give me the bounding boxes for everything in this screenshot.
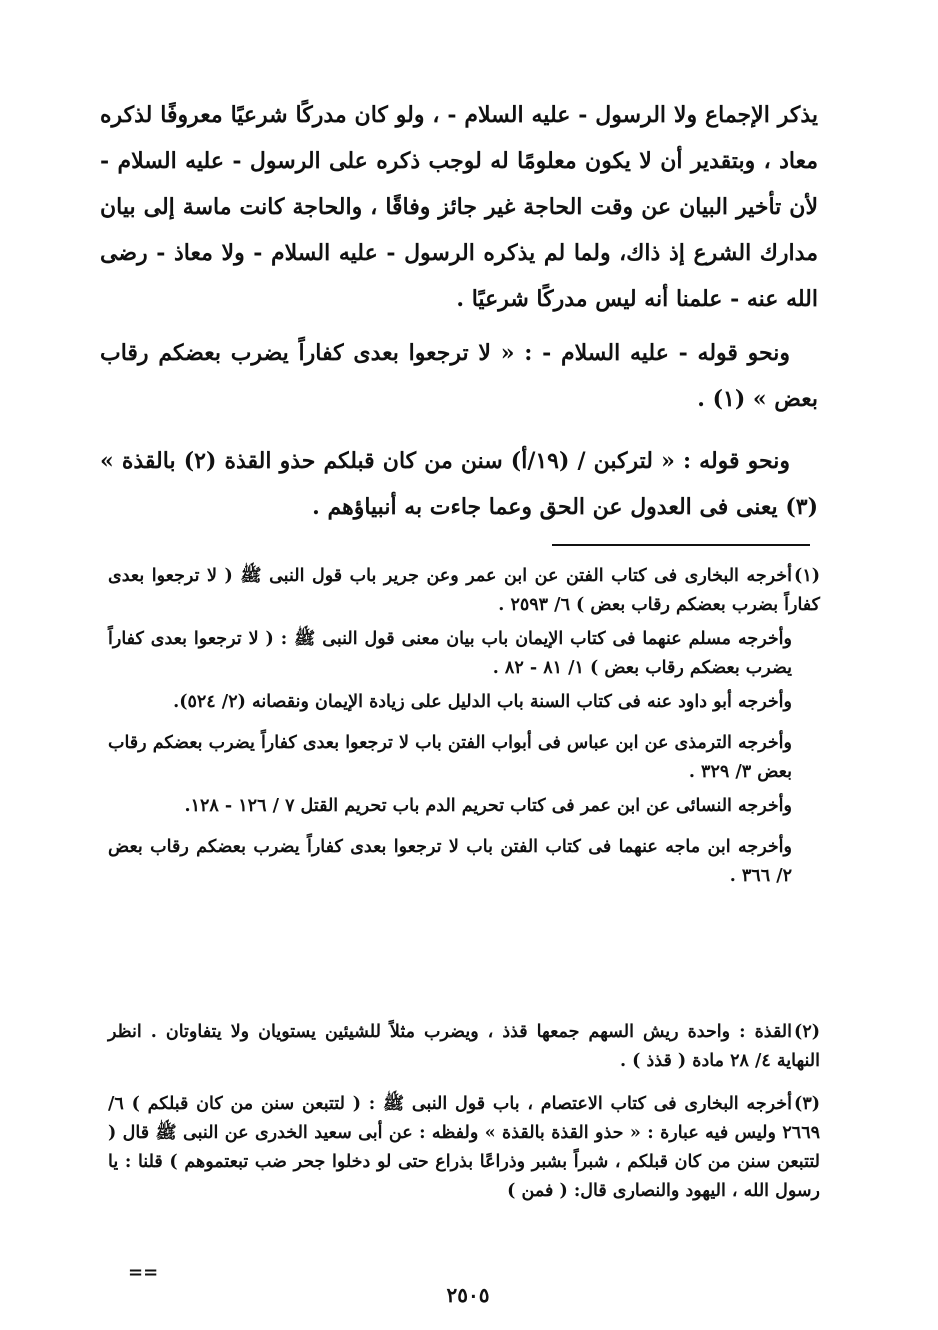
paragraph-text: يذكر الإجماع ولا الرسول - عليه السلام - ، ولو كان مدركًا شرعيًا معروفًا لذكره معاد ، وبتقدير أن لا يكون معلومًا له لوجب ذكره على الرسول - عليه السلام - لأن تأخير البيان عن وقت الحاجة غير جائز وفاقًا ، والحاجة كانت ماسة إلى بيان مدارك الشرع إذ ذاك، ولما لم يذكره الرسول - عليه السلام - ولا معاذ - رضى الله عنه - علمنا أنه ليس مدركًا شرعيًا .	[100, 102, 818, 312]
footnote-1-first	[108, 562, 820, 620]
footnote-text: أخرجه البخارى فى كتاب الفتن عن ابن عمر وعن جرير باب قول النبى ﷺ ( لا ترجعوا بعدى كفاراً بضرب بعضكم رقاب بعض ) ٦/ ٢٥٩٣ .	[108, 566, 820, 615]
footnote-1-item-4: وأخرجه الترمذى عن ابن عباس فى أبواب الفتن باب لا ترجعوا بعدى كفاراً يضرب بعضكم رقاب بعض ٣/ ٣٢٩ .	[108, 733, 792, 782]
footnote-text: أخرجه البخارى فى كتاب الاعتصام ، باب قول النبى ﷺ : ( لتتبعن سنن من كان قبلكم ) ٦/ ٢٦٦٩ وليس فيه عبارة : « حذو القذة بالقذة » ولفظه : عن أبى سعيد الخدرى عن النبى ﷺ قال ( لتتبعن سنن من كان قبلكم ، شبراً بشبر وذراعًا بذراع حتى لو دخلوا جحر ضب تبعتموهم ) قلنا : يا رسول الله ، اليهود والنصارى قال: ( فمن )	[108, 1094, 820, 1201]
body-paragraph-2	[100, 330, 818, 422]
body-paragraph-3	[100, 438, 818, 530]
body-paragraph-1	[100, 92, 818, 322]
footnote-2	[108, 1018, 820, 1076]
footnote-text: القذة : واحدة ريش السهم جمعها قذذ ، ويضرب مثلاً للشيئين يستويان ولا يتفاوتان . انظر النهاية ٤/ ٢٨ مادة ( قذذ ) .	[108, 1022, 820, 1071]
footnote-1	[108, 562, 820, 891]
footnote-number: (٣)	[794, 1094, 820, 1114]
footnote-number: (١)	[794, 566, 820, 586]
footnote-1-item-5: وأخرجه النسائى عن ابن عمر فى كتاب تحريم الدم باب تحريم القتل ٧ / ١٢٦ - ١٢٨.	[184, 796, 792, 816]
page-number: ٢٥٠٥	[446, 1283, 490, 1307]
paragraph-text: ونحو قوله : « لتركبن / (١٩/أ) سنن من كان قبلكم حذو القذة (٢) بالقذة » (٣) يعنى فى العدول عن الحق وعما جاءت به أنبياؤهم .	[100, 448, 818, 520]
footnote-separator	[552, 544, 810, 546]
footnote-number: (٢)	[794, 1022, 820, 1042]
footnote-1-item-3: وأخرجه أبو داود عنه فى كتاب السنة باب الدليل على زيادة الإيمان ونقصانه (٢/ ٥٢٤).	[173, 692, 792, 712]
footnote-3	[108, 1090, 820, 1206]
continuation-mark: ==	[128, 1262, 159, 1283]
footnote-1-item-6: وأخرجه ابن ماجه عنهما فى كتاب الفتن باب لا ترجعوا بعدى كفاراً يضرب بعضكم رقاب بعض ٢/ ٣٦٦ .	[108, 837, 792, 886]
paragraph-text: ونحو قوله - عليه السلام - : « لا ترجعوا بعدى كفاراً يضرب بعضكم رقاب بعض » (١) .	[100, 340, 818, 412]
footnote-1-item-2: وأخرجه مسلم عنهما فى كتاب الإيمان باب بيان معنى قول النبى ﷺ : ( لا ترجعوا بعدى كفاراً يضرب بعضكم رقاب بعض ) ١/ ٨١ - ٨٢ .	[108, 629, 792, 678]
